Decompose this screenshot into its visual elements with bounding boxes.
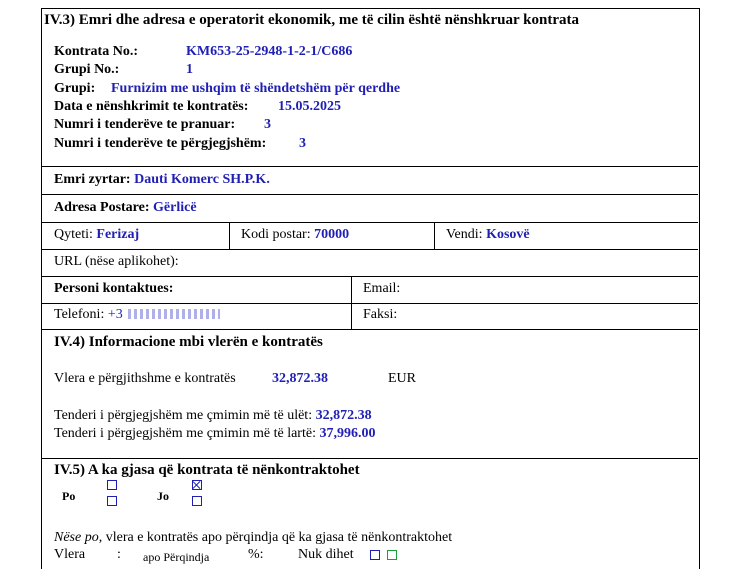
if-yes-text: Nëse po, vlera e kontratës apo përqindja që ka gjasa të nënkontraktohet	[54, 530, 453, 545]
rule-1	[41, 166, 698, 167]
sign-date-label: Data e nënshkrimit te kontratës:	[54, 99, 249, 114]
total-value: 32,872.38	[272, 371, 328, 386]
value-label: Vlera	[54, 547, 86, 562]
email-label: Email:	[363, 281, 401, 296]
city-value: Ferizaj	[96, 227, 140, 242]
group-no-label: Grupi No.:	[54, 62, 120, 77]
total-value-label: Vlera e përgjithshme e kontratës	[54, 371, 236, 386]
city-label: Qyteti: Ferizaj	[54, 227, 140, 242]
official-name-label: Emri zyrtar: Dauti Komerc SH.P.K.	[54, 172, 270, 187]
official-name-value: Dauti Komerc SH.P.K.	[134, 172, 270, 187]
contract-no-label: Kontrata No.:	[54, 44, 138, 59]
no-checkbox[interactable]	[192, 496, 202, 506]
url-label: URL (nëse aplikohet):	[54, 254, 179, 269]
phone-value: +3	[107, 307, 123, 322]
section-iv5-heading: IV.5) A ka gjasa që kontrata të nënkontraktohet	[54, 462, 360, 478]
value-colon: :	[117, 547, 121, 562]
highest-price-label: Tenderi i përgjegjshëm me çmimin më të lartë: 37,996.00	[54, 426, 376, 441]
group-label: Grupi:	[54, 81, 96, 96]
unknown-checkbox[interactable]	[370, 550, 380, 560]
divider-city	[229, 222, 230, 249]
highest-price-value: 37,996.00	[319, 426, 376, 441]
rule-8	[41, 458, 698, 459]
no-label: Jo	[157, 489, 169, 503]
country-value: Kosovë	[486, 227, 530, 242]
rule-6	[41, 303, 698, 304]
country-label: Vendi: Kosovë	[446, 227, 530, 242]
postal-code-value: 70000	[314, 227, 350, 242]
tenders-responsive-value: 3	[299, 136, 306, 151]
tenders-received-value: 3	[264, 117, 271, 132]
sign-date-value: 15.05.2025	[278, 99, 341, 114]
fax-label: Faksi:	[363, 307, 398, 322]
lowest-price-value: 32,872.38	[315, 408, 372, 423]
percent-sign: %:	[248, 547, 264, 562]
divider-contact	[351, 276, 352, 329]
divider-country	[434, 222, 435, 249]
currency: EUR	[388, 371, 416, 386]
section-iv4-heading: IV.4) Informacione mbi vlerën e kontratës	[54, 334, 323, 350]
yes-label: Po	[62, 489, 76, 503]
yes-checkbox-top[interactable]	[107, 480, 117, 490]
rule-4	[41, 249, 698, 250]
contact-person-label: Personi kontaktues:	[54, 281, 174, 296]
percentage-label: apo Përqindja	[143, 550, 210, 564]
rule-7	[41, 329, 698, 330]
unknown-label: Nuk dihet	[298, 547, 354, 562]
yes-checkbox[interactable]	[107, 496, 117, 506]
rule-top	[41, 8, 698, 9]
lowest-price-label: Tenderi i përgjegjshëm me çmimin më të ulët: 32,872.38	[54, 408, 372, 423]
section-iv3-heading: IV.3) Emri dhe adresa e operatorit ekonomik, me të cilin është nënshkruar kontrata	[44, 12, 579, 28]
rule-5	[41, 276, 698, 277]
phone-label: Telefoni: +3	[54, 307, 123, 322]
phone-redaction	[128, 309, 220, 319]
contract-no-value: KM653-25-2948-1-2-1/C686	[186, 44, 353, 59]
tenders-responsive-label: Numri i tenderëve te përgjegjshëm:	[54, 136, 267, 151]
postal-address-label: Adresa Postare: Gërlicë	[54, 200, 197, 215]
no-checkbox-checked[interactable]	[192, 480, 202, 490]
tenders-received-label: Numri i tenderëve te pranuar:	[54, 117, 236, 132]
unknown-checkbox-alt[interactable]	[387, 550, 397, 560]
rule-3	[41, 222, 698, 223]
rule-2	[41, 194, 698, 195]
group-no-value: 1	[186, 62, 193, 77]
group-value: Furnizim me ushqim të shëndetshëm për qerdhe	[111, 81, 401, 96]
postal-address-value: Gërlicë	[153, 200, 197, 215]
postal-code-label: Kodi postar: 70000	[241, 227, 350, 242]
